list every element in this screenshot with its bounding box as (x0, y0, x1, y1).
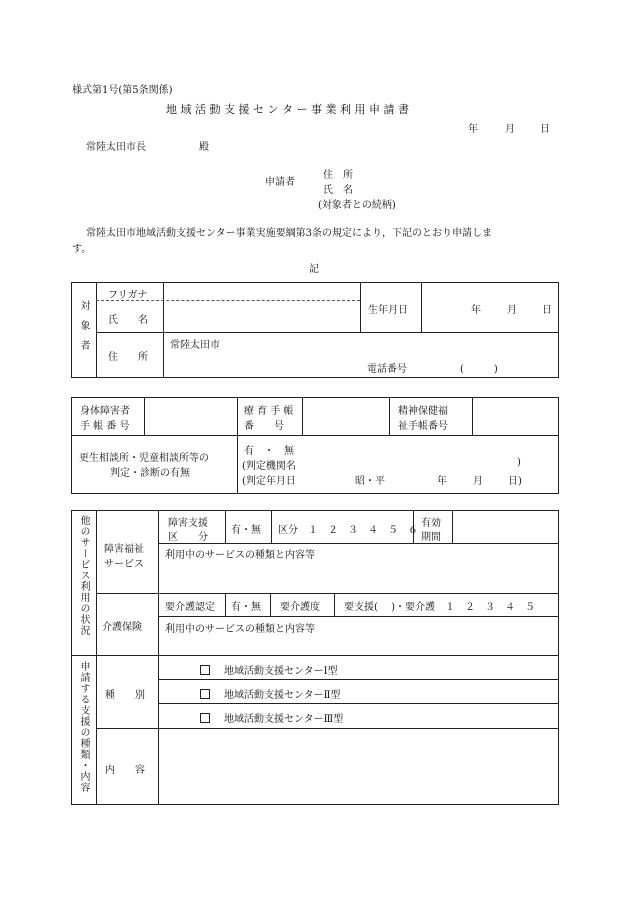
mental-label-2: 祉手帳番号 (398, 421, 448, 432)
option-type-1[interactable]: 地域活動支援センターⅠ型 (200, 662, 338, 677)
valid-period-label-2: 期間 (421, 532, 441, 543)
address-city: 常陸太田市 (170, 340, 220, 351)
checkbox-icon[interactable] (200, 689, 210, 699)
era-label: 昭・平 (355, 476, 385, 487)
intro-line-1: 常陸太田市地域活動支援センター事業実施要綱第3条の規定により，下記のとおり申請しま (86, 228, 492, 239)
subject-side-label: 対象者 (78, 300, 89, 360)
birth-year: 年 (471, 305, 481, 316)
honorific: 殿 (199, 142, 209, 153)
welfare-in-use-label: 利用中のサービスの種類と内容等 (165, 550, 315, 561)
date-month: 月 (505, 124, 515, 135)
welfare-yes-no: 有・無 (231, 525, 261, 536)
support-category-label-2: 区 分 (168, 532, 208, 543)
care-in-use-label: 利用中のサービスの種類と内容等 (165, 624, 315, 635)
category-scale: 区分 １ ２ ３ ４ ５ ６ (278, 525, 418, 536)
judgement-year: 年 (437, 476, 447, 487)
ki-heading: 記 (309, 264, 319, 275)
option-type-2[interactable]: 地域活動支援センターⅡ型 (200, 686, 340, 701)
form-number: 様式第1号(第5条関係) (72, 85, 173, 96)
applicant-name-label: 氏 名 (323, 185, 353, 196)
phone-paren: ( ) (460, 364, 498, 375)
addressee: 常陸太田市長 (86, 142, 146, 153)
subject-name-label: 氏 名 (108, 315, 148, 326)
birth-day: 日 (542, 305, 552, 316)
physical-label-2: 手 帳 番 号 (80, 421, 130, 432)
care-insurance-label: 介護保険 (102, 622, 142, 633)
welfare-label-1: 障害福祉 (104, 544, 144, 555)
valid-period-label-1: 有効 (421, 518, 441, 529)
furigana-label: フリガナ (108, 290, 148, 301)
form-title: 地 域 活 動 支 援 セ ン タ ー 事 業 利 用 申 請 書 (166, 103, 409, 116)
ryoiku-label-2: 番 号 (244, 421, 284, 432)
care-level-label: 要介護度 (280, 602, 320, 613)
checkbox-icon[interactable] (200, 665, 210, 675)
welfare-label-2: サービス (104, 559, 144, 570)
agency-label: (判定機関名 (242, 461, 296, 472)
date-day: 日 (540, 124, 550, 135)
ryoiku-label-1: 療 育 手 帳 (244, 406, 294, 417)
judgement-date-label: (判定年月日 (242, 476, 296, 487)
date-year: 年 (468, 124, 478, 135)
request-content-label: 内 容 (105, 765, 145, 776)
checkbox-icon[interactable] (200, 713, 210, 723)
applicant-relation-label: (対象者との続柄) (318, 200, 396, 211)
care-scale: 要支援( )・要介護 １ ２ ３ ４ ５ (344, 602, 535, 613)
consult-yes-no: 有 ・ 無 (244, 446, 294, 457)
physical-label-1: 身体障害者 (80, 406, 130, 417)
agency-close: ) (517, 457, 521, 468)
intro-line-2: す。 (72, 244, 92, 255)
request-side-label: 申請する支援の種類・内容 (78, 661, 89, 793)
applicant-label: 申請者 (265, 177, 295, 188)
birth-label: 生年月日 (368, 305, 408, 316)
applicant-address-label: 住 所 (323, 170, 353, 181)
support-category-label-1: 障害支援 (168, 518, 208, 529)
consult-label-1: 更生相談所・児童相談所等の (79, 453, 209, 464)
birth-month: 月 (507, 305, 517, 316)
phone-label: 電話番号 (367, 364, 407, 375)
judgement-month: 月 (473, 476, 483, 487)
option-type-3[interactable]: 地域活動支援センターⅢ型 (200, 710, 343, 725)
subject-address-label: 住 所 (108, 352, 148, 363)
care-cert-label: 要介護認定 (165, 602, 215, 613)
consult-label-2: 判定・診断の有無 (110, 468, 190, 479)
services-side-label: 他のサービス利用の状況 (78, 515, 89, 636)
mental-label-1: 精神保健福 (398, 406, 448, 417)
judgement-day: 日) (508, 476, 522, 487)
care-yes-no: 有・無 (231, 602, 261, 613)
request-kind-label: 種 別 (105, 690, 145, 701)
